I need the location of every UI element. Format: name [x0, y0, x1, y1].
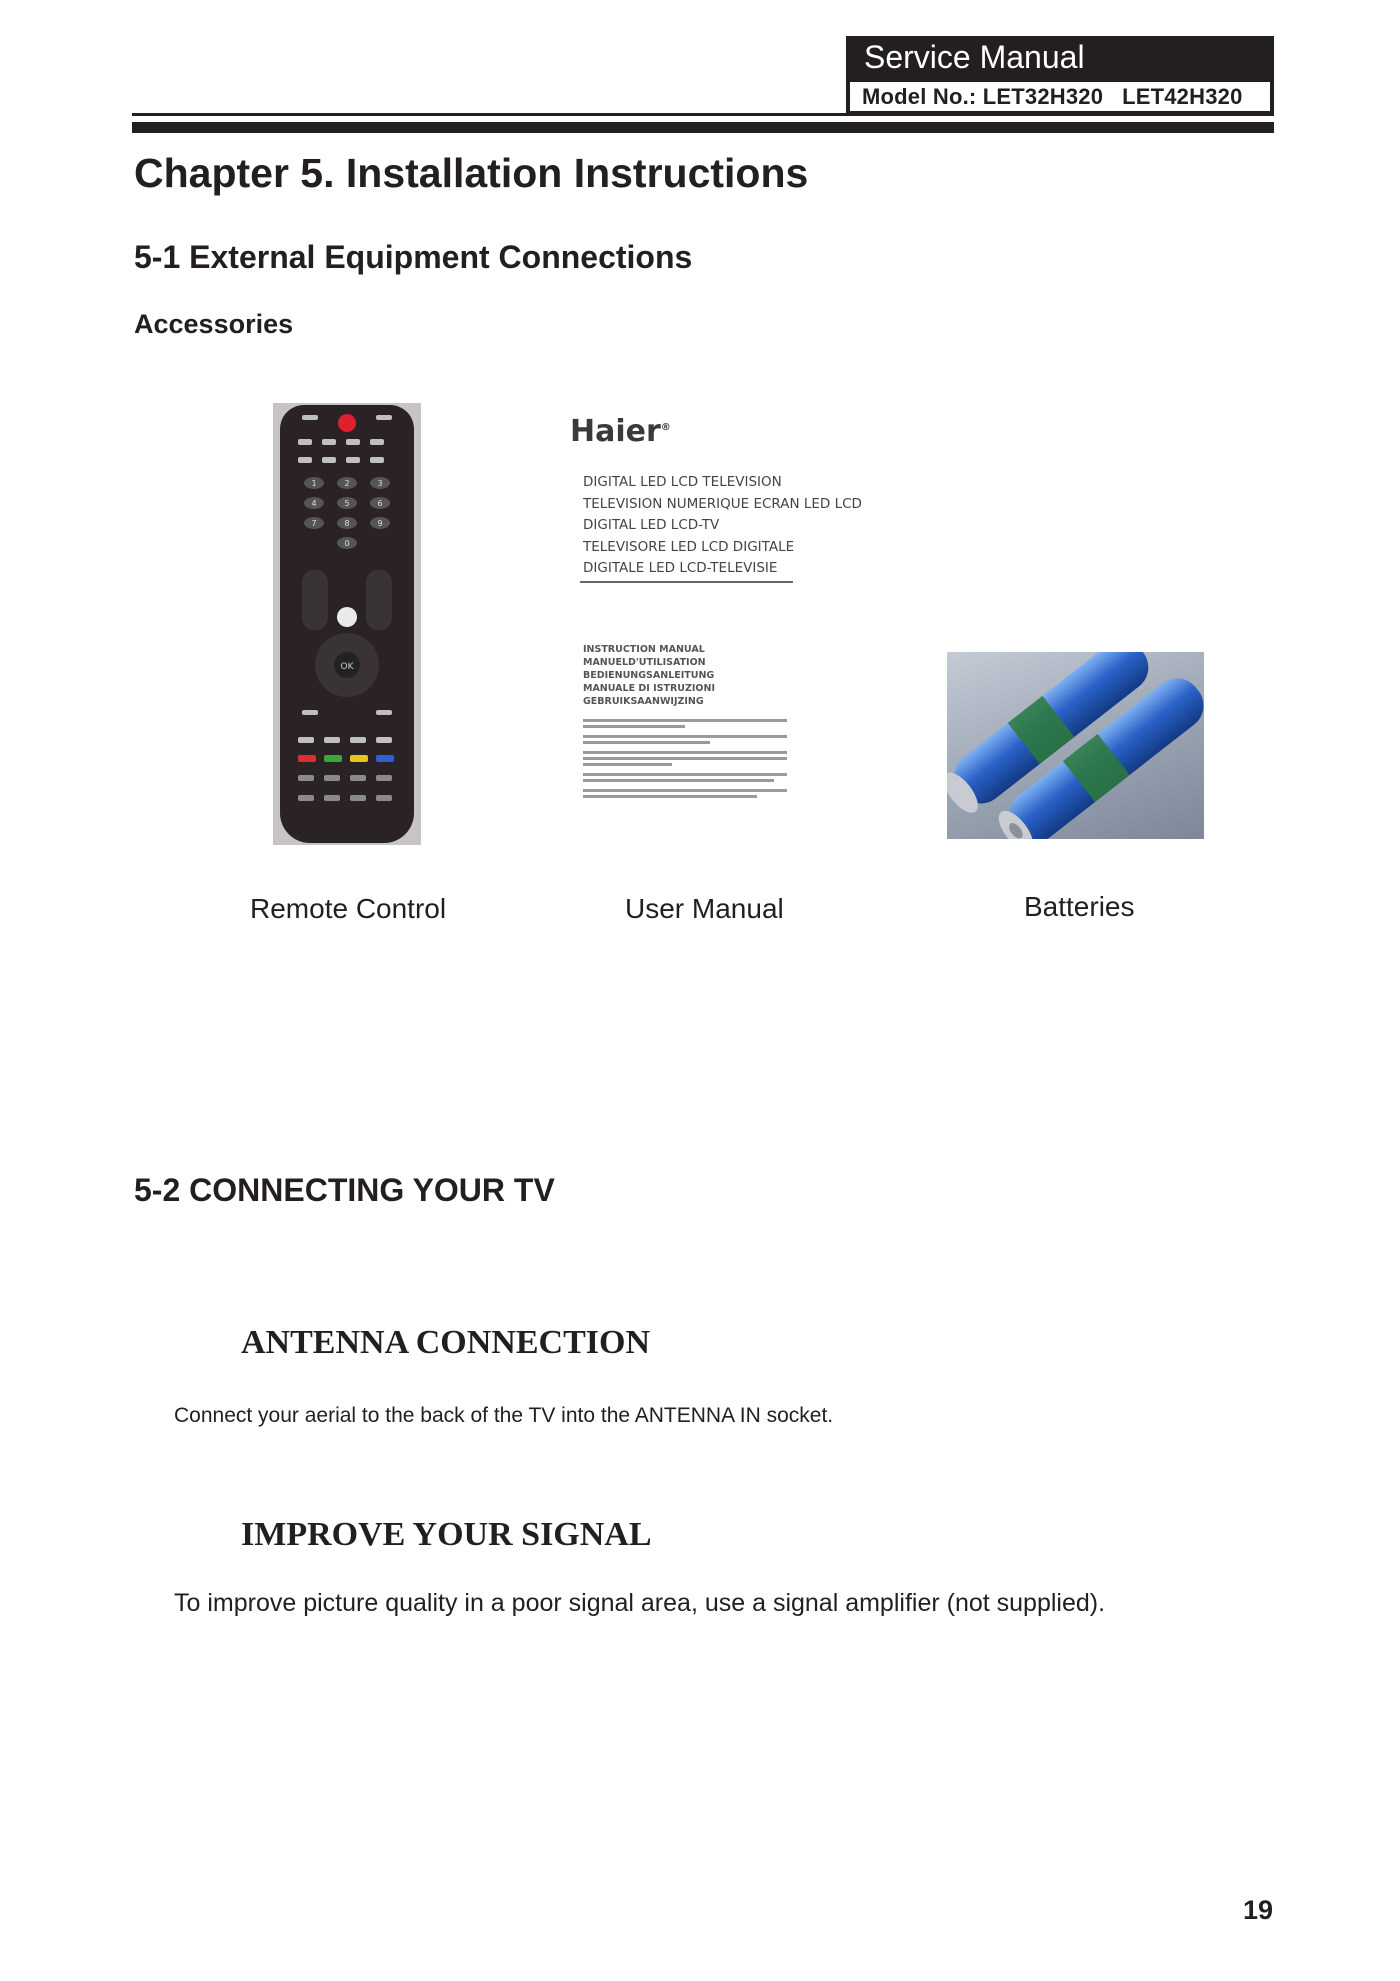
manual-booklet-line: MANUALE DI ISTRUZIONI [583, 683, 715, 694]
signal-text: To improve picture quality in a poor signal area, use a signal amplifier (not supplied). [174, 1589, 1106, 1617]
header-model: Model No.: LET32H320 LET42H320 [862, 84, 1243, 109]
antenna-heading: ANTENNA CONNECTION [241, 1324, 650, 1361]
manual-booklet-line: MANUELD'UTILISATION [583, 657, 706, 668]
batteries-image [947, 652, 1204, 839]
manual-title-line: DIGITALE LED LCD-TELEVISIE [583, 560, 778, 576]
antenna-text: Connect your aerial to the back of the TV into the ANTENNA IN socket. [174, 1404, 834, 1427]
manual-booklet-line: BEDIENUNGSANLEITUNG [583, 670, 715, 681]
manual-fine-print [583, 719, 795, 801]
chapter-title: Chapter 5. Installation Instructions [134, 150, 809, 196]
svg-text:7: 7 [311, 519, 317, 528]
svg-text:3: 3 [377, 479, 383, 488]
manual-divider [580, 581, 793, 583]
svg-text:8: 8 [344, 519, 350, 528]
batteries-drawing [947, 652, 1204, 839]
manual-booklet-line: INSTRUCTION MANUAL [583, 644, 705, 655]
svg-text:1: 1 [311, 479, 317, 488]
header-rule-thick [132, 122, 1274, 133]
caption-remote-control: Remote Control [250, 893, 447, 924]
manual-title-line: TELEVISORE LED LCD DIGITALE [583, 538, 795, 555]
svg-text:4: 4 [311, 499, 317, 508]
svg-text:6: 6 [377, 499, 383, 508]
section-title-5-1: 5-1 External Equipment Connections [134, 239, 693, 275]
svg-text:OK: OK [340, 662, 354, 672]
header-title: Service Manual [864, 39, 1085, 75]
svg-text:0: 0 [344, 539, 350, 548]
svg-text:2: 2 [344, 479, 350, 488]
page-number: 19 [1243, 1895, 1274, 1925]
remote-control-image [280, 405, 414, 843]
section-title-5-2: 5-2 CONNECTING YOUR TV [134, 1172, 555, 1208]
manual-brand-logo: Haier® [570, 414, 671, 449]
manual-title-line: DIGITAL LED LCD TELEVISION [583, 474, 782, 490]
manual-title-line: TELEVISION NUMERIQUE ECRAN LED LCD [583, 495, 862, 512]
caption-batteries: Batteries [1024, 891, 1135, 922]
manual-booklet-line: GEBRUIKSAANWIJZING [583, 696, 704, 707]
svg-text:9: 9 [377, 519, 383, 528]
header-rule-thin [132, 113, 1274, 116]
remote-control-buttons [280, 405, 414, 843]
manual-title-line: DIGITAL LED LCD-TV [583, 517, 720, 533]
manual-booklet-list [583, 643, 715, 708]
accessories-subtitle: Accessories [134, 309, 294, 339]
caption-user-manual: User Manual [625, 893, 784, 924]
signal-heading: IMPROVE YOUR SIGNAL [241, 1516, 652, 1553]
manual-titles [583, 472, 862, 580]
svg-text:5: 5 [344, 499, 350, 508]
